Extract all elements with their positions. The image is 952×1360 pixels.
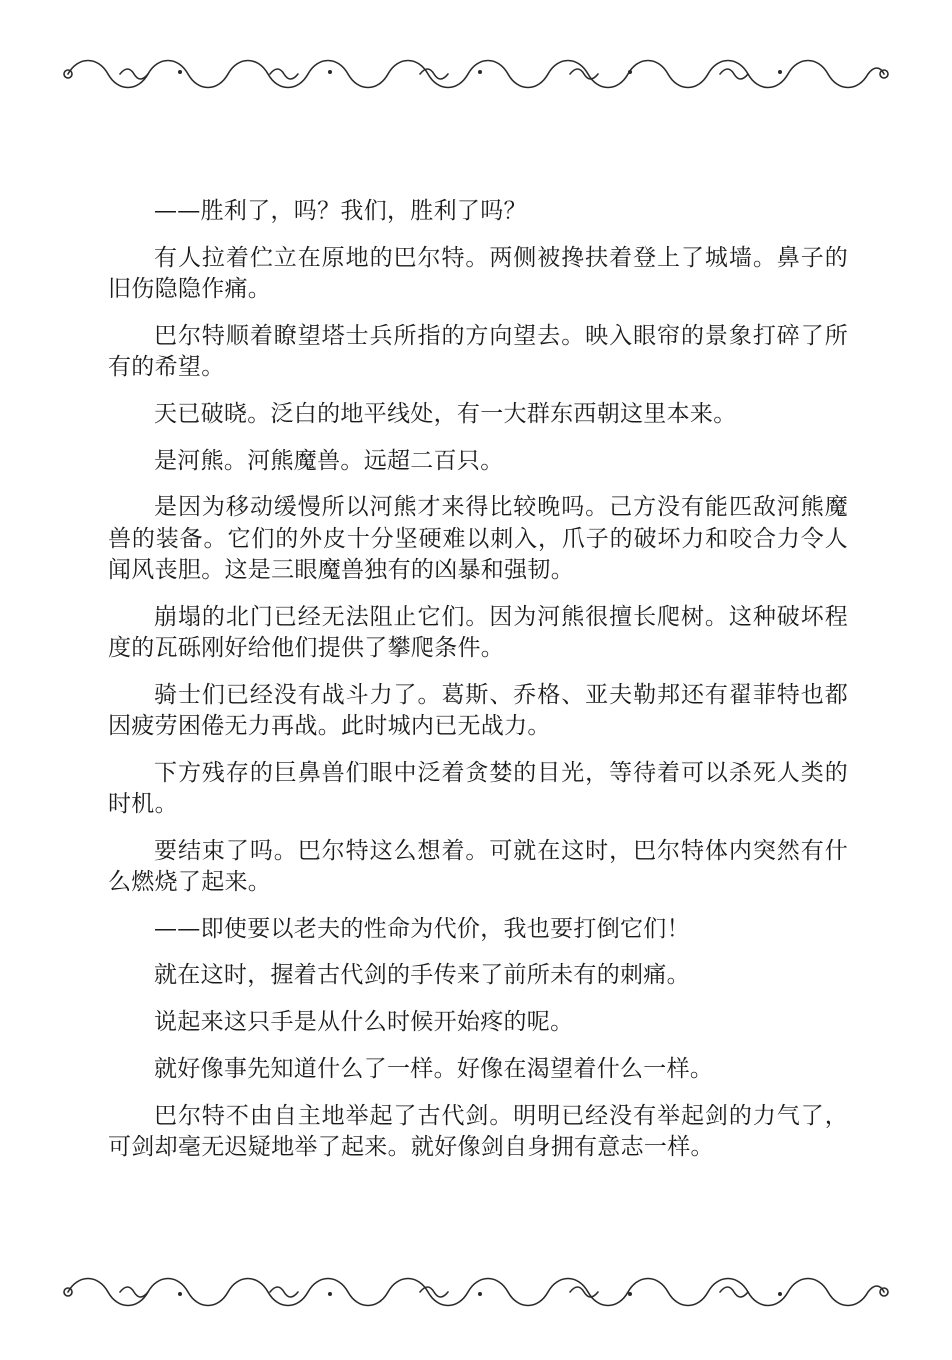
body-text — [108, 196, 848, 1179]
bottom-border-ornament-icon — [60, 1262, 892, 1322]
paragraph: 下方残存的巨鼻兽们眼中泛着贪婪的目光，等待着可以杀死人类的时机。 — [108, 759, 848, 817]
paragraph: 是因为移动缓慢所以河熊才来得比较晚吗。己方没有能匹敌河熊魔兽的装备。它们的外皮十分坚硬难以刺入，爪子的破坏力和咬合力令人闻风丧胆。这是三眼魔兽独有的凶暴和强韧。 — [108, 494, 848, 583]
paragraph: 骑士们已经没有战斗力了。葛斯、乔格、亚夫勒邦还有翟菲特也都因疲劳困倦无力再战。此时城内已无战力。 — [108, 681, 848, 739]
top-border-ornament-icon — [60, 44, 892, 104]
paragraph: ——即使要以老夫的性命为代价，我也要打倒它们！ — [154, 915, 690, 942]
paragraph: 天已破晓。泛白的地平线处，有一大群东西朝这里本来。 — [154, 400, 737, 427]
top-ornamental-border — [60, 44, 892, 104]
paragraph: 说起来这只手是从什么时候开始疼的呢。 — [154, 1009, 574, 1036]
paragraph: 要结束了吗。巴尔特这么想着。可就在这时，巴尔特体内突然有什么燃烧了起来。 — [108, 837, 848, 895]
bottom-ornamental-border — [60, 1262, 892, 1322]
paragraph: 巴尔特顺着瞭望塔士兵所指的方向望去。映入眼帘的景象打碎了所有的希望。 — [108, 322, 848, 380]
paragraph: 巴尔特不由自主地举起了古代剑。明明已经没有举起剑的力气了，可剑却毫无迟疑地举了起来。就好像剑自身拥有意志一样。 — [108, 1102, 848, 1160]
paragraph: 就好像事先知道什么了一样。好像在渴望着什么一样。 — [154, 1055, 714, 1082]
paragraph: ——胜利了，吗？我们，胜利了吗？ — [154, 198, 527, 224]
paragraph: 有人拉着伫立在原地的巴尔特。两侧被搀扶着登上了城墙。鼻子的旧伤隐隐作痛。 — [108, 244, 848, 302]
paragraph: 是河熊。河熊魔兽。远超二百只。 — [154, 447, 504, 474]
paragraph: 就在这时，握着古代剑的手传来了前所未有的刺痛。 — [154, 962, 690, 989]
paragraph: 崩塌的北门已经无法阻止它们。因为河熊很擅长爬树。这种破坏程度的瓦砾刚好给他们提供了攀爬条件。 — [108, 603, 848, 661]
